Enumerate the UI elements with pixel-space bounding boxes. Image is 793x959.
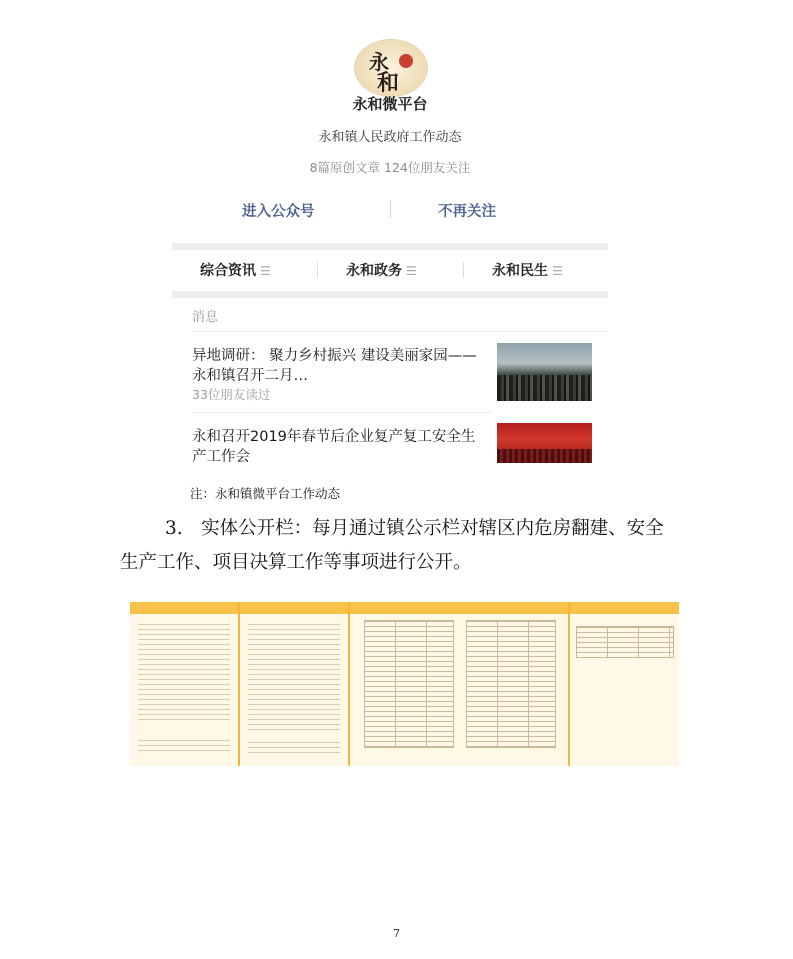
menu-lines-icon: ☰	[406, 264, 417, 278]
divider-line	[192, 412, 492, 413]
article-title[interactable]: 异地调研： 聚力乡村振兴 建设美丽家园——永和镇召开二月…	[192, 348, 477, 384]
menu-divider	[317, 262, 318, 278]
menu-item-government[interactable]: 永和政务 ☰	[346, 263, 417, 279]
board-panel	[240, 602, 348, 766]
board-panel	[570, 602, 679, 766]
menu-lines-icon: ☰	[552, 264, 563, 278]
article-thumbnail[interactable]	[497, 343, 592, 401]
board-panel	[350, 602, 568, 766]
divider-band	[172, 243, 608, 250]
table-graphic	[466, 620, 556, 748]
body-paragraph: 3. 实体公开栏：每月通过镇公示栏对辖区内危房翻建、安全生产工作、项目决算工作等事项进行公开。	[120, 518, 664, 573]
divider-band	[172, 291, 608, 298]
figure-caption: 注：永和镇微平台工作动态	[190, 486, 341, 501]
account-description: 永和镇人民政府工作动态	[318, 130, 462, 145]
menu-divider	[463, 262, 464, 278]
table-graphic	[576, 626, 674, 658]
account-logo: 永 和	[355, 40, 427, 96]
account-stats: 8篇原创文章 124位朋友关注	[309, 160, 471, 175]
unfollow-button[interactable]: 不再关注	[438, 204, 496, 220]
menu-lines-icon: ☰	[260, 264, 271, 278]
article-title[interactable]: 永和召开2019年春节后企业复产复工安全生产工作会	[192, 429, 476, 465]
enter-account-button[interactable]: 进入公众号	[242, 204, 315, 220]
table-graphic	[364, 620, 454, 748]
seal-icon	[399, 54, 413, 68]
button-divider	[390, 200, 391, 218]
divider-line	[192, 331, 608, 332]
board-panel	[130, 602, 238, 766]
page-number: 7	[393, 927, 400, 940]
account-name: 永和微平台	[352, 95, 428, 113]
menu-item-livelihood[interactable]: 永和民生 ☰	[492, 263, 563, 279]
menu-item-news[interactable]: 综合资讯 ☰	[200, 263, 271, 279]
notice-board-image	[130, 602, 679, 766]
account-menu	[172, 258, 608, 284]
article-thumbnail[interactable]	[497, 423, 592, 463]
section-label: 消息	[192, 310, 219, 325]
article-read-count: 33位朋友读过	[192, 387, 271, 402]
